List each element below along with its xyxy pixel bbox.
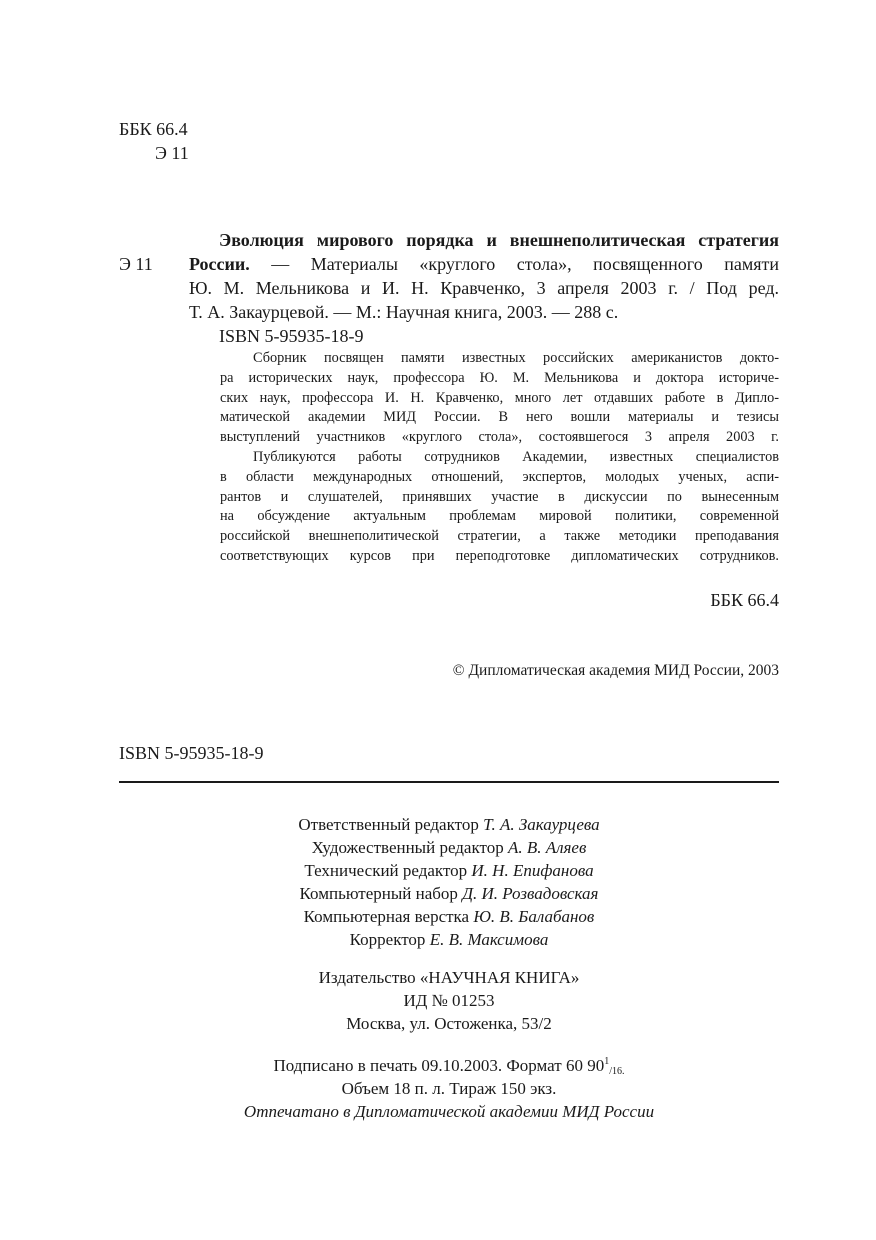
credits: [119, 813, 779, 951]
credit-line: [119, 813, 779, 836]
bbk-classification: ББК 66.4: [710, 590, 779, 610]
annotation-line: в области международных отношений, экспертов, молодых ученых, аспи-: [220, 468, 779, 485]
credit-name: И. Н. Епифанова: [471, 861, 594, 880]
format-sub: /16.: [609, 1066, 625, 1077]
credit-role: Ответственный редактор: [298, 815, 484, 834]
annotation-line: рантов и слушателей, принявших участие в дискуссии по вынесенным: [220, 488, 779, 505]
bibliographic-record: [189, 228, 779, 348]
signed-line: [119, 1054, 779, 1077]
credit-name: Ю. В. Балабанов: [473, 907, 595, 926]
publisher-name: Издательство «НАУЧНАЯ КНИГА»: [318, 968, 580, 987]
divider: [119, 781, 779, 783]
publisher-license: ИД № 01253: [403, 991, 495, 1010]
book-title-line: Эволюция мирового порядка и внешнеполитическая стратегия: [219, 230, 779, 250]
annotation: [220, 349, 779, 567]
credit-line: [119, 928, 779, 951]
credit-line: [119, 882, 779, 905]
annotation-line: ра исторических наук, профессора Ю. М. Мельникова и доктора историче-: [220, 369, 779, 386]
annotation-line: матической академии МИД России. В него вошли материалы и тезисы: [220, 409, 779, 426]
record-line-4: Т. А. Закаурцевой. — М.: Научная книга, 2003. — 288 с.: [189, 302, 619, 322]
annotation-line: соответствующих курсов при переподготовке дипломатических сотрудников.: [220, 547, 779, 564]
credit-line: [119, 836, 779, 859]
credit-role: Технический редактор: [304, 861, 472, 880]
credit-line: [119, 859, 779, 882]
annotation-line: Сборник посвящен памяти известных российских американистов докто-: [253, 350, 779, 366]
format-sup: 1: [604, 1056, 610, 1067]
credit-role: Компьютерная верстка: [303, 907, 474, 926]
author-mark: Э 11: [155, 143, 189, 163]
copyright-notice: © Дипломатическая академия МИД России, 2003: [452, 662, 779, 679]
signed-text: Подписано в печать 09.10.2003. Формат 60 90: [273, 1056, 605, 1075]
annotation-line: российской внешнеполитической стратегии, а также методики преподавания: [220, 528, 779, 545]
annotation-line: Публикуются работы сотрудников Академии, известных специалистов: [253, 448, 779, 465]
annotation-line: ских наук, профессора И. Н. Кравченко, много лет отдавших работе в Дипло-: [220, 389, 779, 406]
annotation-line: выступлений участников «круглого стола», состоявшегося 3 апреля 2003 г.: [220, 429, 779, 446]
credit-name: Д. И. Розвадовская: [462, 884, 599, 903]
credit-name: А. В. Аляев: [507, 838, 587, 857]
credit-role: Компьютерный набор: [299, 884, 463, 903]
credit-role: Художественный редактор: [311, 838, 508, 857]
credit-role: Корректор: [349, 930, 430, 949]
bbk-code: ББК 66.4: [119, 119, 188, 139]
printed-at: Отпечатано в Дипломатической академии МИД России: [243, 1102, 655, 1121]
author-mark-left: Э 11: [119, 254, 153, 274]
annotation-line: на обсуждение актуальным проблемам мировой политики, современной: [220, 508, 779, 525]
isbn-bottom: ISBN 5-95935-18-9: [119, 743, 264, 763]
print-info: [119, 1054, 779, 1123]
publisher-info: [119, 966, 779, 1035]
publisher-address: Москва, ул. Остоженка, 53/2: [346, 1014, 552, 1033]
credit-name: Е. В. Максимова: [429, 930, 549, 949]
credit-name: Т. А. Закаурцева: [483, 815, 600, 834]
subtitle-text: — Материалы «круглого стола», посвященного памяти: [249, 254, 779, 274]
credit-line: [119, 905, 779, 928]
record-isbn: ISBN 5-95935-18-9: [219, 326, 364, 346]
book-title-end: России.: [189, 254, 250, 274]
volume-line: Объем 18 п. л. Тираж 150 экз.: [341, 1079, 557, 1098]
record-line-3: Ю. М. Мельникова и И. Н. Кравченко, 3 апреля 2003 г. / Под ред.: [189, 278, 779, 298]
book-title-continuation: [189, 252, 779, 276]
bbk-header: [119, 117, 189, 165]
